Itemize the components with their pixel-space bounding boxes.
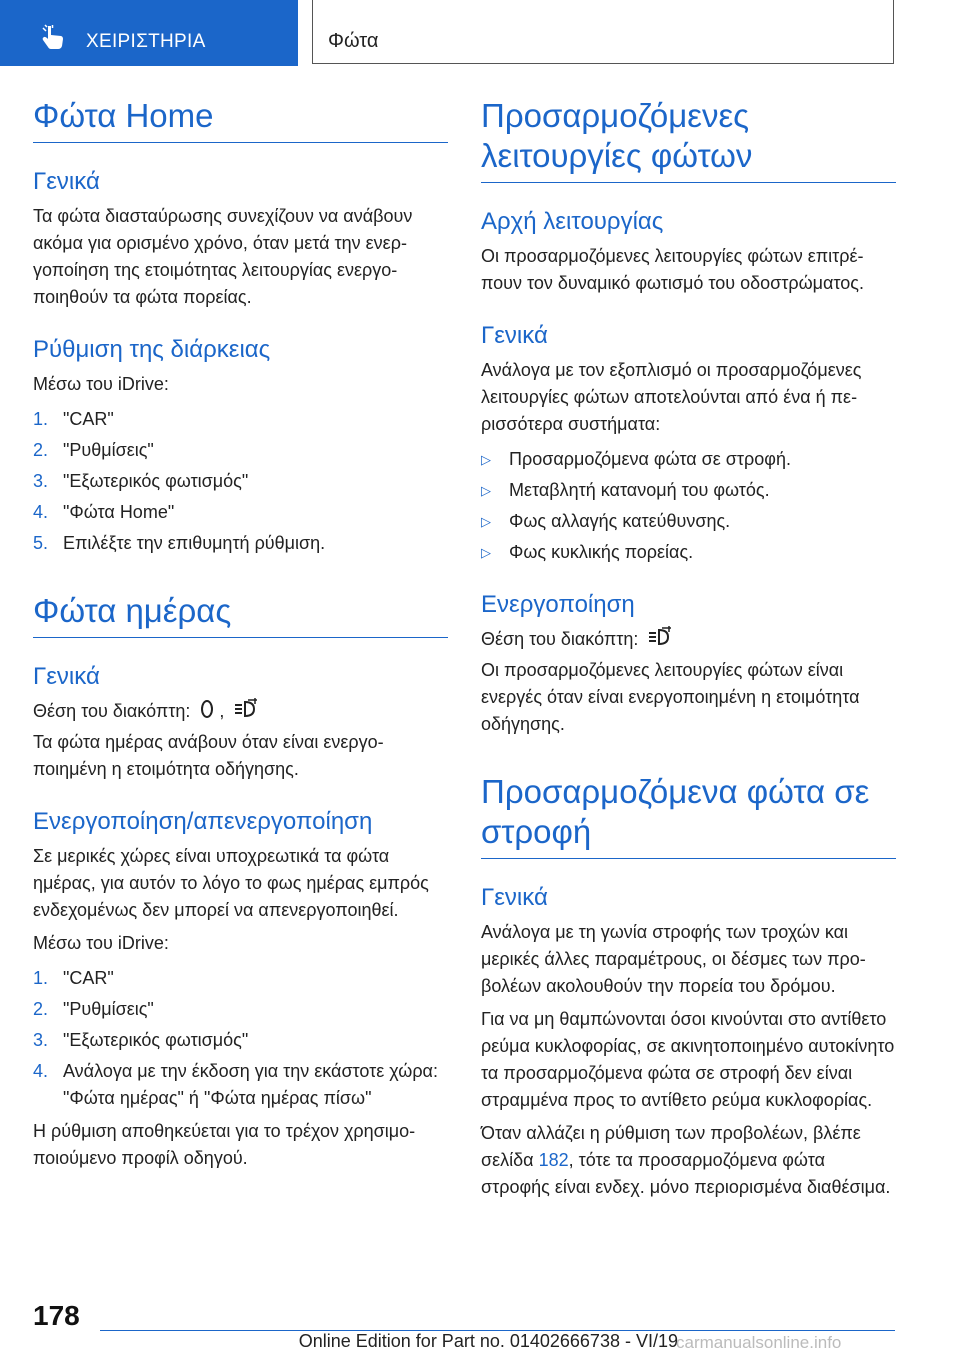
- list-item: 4. Ανάλογα με την έκδοση για την εκάστοτε χώρα: "Φώτα ημέρας" ή "Φώτα ημέρας πίσω": [33, 1061, 438, 1108]
- page-reference-link[interactable]: 182: [538, 1150, 569, 1170]
- list-item: 2. "Ρυθμίσεις": [33, 999, 154, 1019]
- daytime-switch-position: Θέση του διακόπτη: ,: [33, 698, 448, 725]
- cornering-text-3: Όταν αλλάζει η ρύθμιση των προβολέων, βλέπε σελίδα 182, τότε τα προσαρμοζόμενα φώτα στροφής είναι ενδεχ. μόνο περιορισμένα διαθέσιμα.: [481, 1123, 891, 1197]
- bullet-arrow-icon: ▷: [481, 545, 491, 560]
- principle-heading: Αρχή λειτουργίας: [481, 208, 664, 235]
- right-column: [481, 96, 896, 1201]
- bullet-arrow-icon: ▷: [481, 483, 491, 498]
- list-item: 5. Επιλέξτε την επιθυμητή ρύθμιση.: [33, 533, 326, 553]
- list-item: 3. "Εξωτερικός φωτισμός": [33, 471, 249, 491]
- cornering-text-2: Για να μη θαμπώνονται όσοι κινούνται στο αντίθετο ρεύμα κυκλοφορίας, σε ακινητοποιημένο αυτοκίνητο τα προσαρμοζόμενα φώτα σε στροφή δεν είναι στραμμένα προς το αντίθετο ρεύμα κυκλοφορίας.: [481, 1009, 895, 1110]
- daytime-lights-title: Φώτα ημέρας: [33, 591, 448, 638]
- list-item: ▷ Φως αλλαγής κατεύθυνσης.: [481, 508, 896, 535]
- list-item: ▷ Φως κυκλικής πορείας.: [481, 539, 896, 566]
- duration-steps: [33, 406, 448, 557]
- daytime-activation-text: Σε μερικές χώρες είναι υποχρεωτικά τα φώτα ημέρας, για αυτόν το λόγο το φως ημέρας εμπρός ενδεχομένως δεν μπορεί να απενεργοποιηθεί.: [33, 846, 429, 920]
- list-item: 2. "Ρυθμίσεις": [33, 440, 154, 460]
- list-item: ▷ Μεταβλητή κατανομή του φωτός.: [481, 477, 896, 504]
- daytime-activation-heading: Ενεργοποίηση/απενεργοποίηση: [33, 808, 373, 835]
- daytime-steps: [33, 965, 448, 1112]
- daytime-general-text: Τα φώτα ημέρας ανάβουν όταν είναι ενεργοποιημένη η ετοιμότητα οδήγησης.: [33, 732, 384, 779]
- list-item: 4. "Φώτα Home": [33, 502, 175, 522]
- principle-text: Οι προσαρμοζόμενες λειτουργίες φώτων επιτρέπουν τον δυναμικό φωτισμό του οδοστρώματος.: [481, 246, 864, 293]
- bullet-arrow-icon: ▷: [481, 514, 491, 529]
- list-item: 3. "Εξωτερικός φωτισμός": [33, 1030, 249, 1050]
- list-item: 1. "CAR": [33, 409, 114, 429]
- daytime-via-text: Μέσω του iDrive:: [33, 933, 169, 953]
- adaptive-lights-title: Προσαρμοζόμενες λειτουργίες φώτων: [481, 96, 896, 183]
- daytime-profile-note: Η ρύθμιση αποθηκεύεται για το τρέχον χρησιμοποιούμενο προφίλ οδηγού.: [33, 1121, 416, 1168]
- adaptive-general-heading: Γενικά: [481, 322, 548, 349]
- list-item: 1. "CAR": [33, 968, 114, 988]
- page-number: 178: [33, 1300, 80, 1331]
- page-header: [0, 0, 960, 66]
- watermark-site: carmanualsonline.info: [676, 1333, 842, 1352]
- pointing-hand-icon: [40, 24, 66, 50]
- edition-text: Online Edition for Part no. 01402666738 - VI/19: [298, 1331, 678, 1351]
- cornering-general-heading: Γενικά: [481, 884, 548, 911]
- switch-off-icon: [199, 698, 215, 720]
- section-tab[interactable]: [312, 0, 894, 64]
- manual-tab[interactable]: [0, 0, 298, 66]
- daytime-general-heading: Γενικά: [33, 663, 100, 690]
- adaptive-activation-text: Οι προσαρμοζόμενες λειτουργίες φώτων είναι ενεργές όταν είναι ενεργοποιημένη η ετοιμότητα οδήγησης.: [481, 660, 860, 734]
- home-lights-title: Φώτα Home: [33, 96, 448, 143]
- section-tab-label: Φώτα: [328, 30, 379, 52]
- adaptive-systems-list: [481, 446, 896, 566]
- bullet-arrow-icon: ▷: [481, 452, 491, 467]
- cornering-lights-title: Προσαρμοζόμενα φώτα σε στροφή: [481, 772, 896, 859]
- list-item: ▷ Προσαρμοζόμενα φώτα σε στροφή.: [481, 446, 896, 473]
- adaptive-switch-position: Θέση του διακόπτη:: [481, 626, 896, 653]
- auto-headlight-icon: [647, 626, 673, 648]
- adaptive-general-text: Ανάλογα με τον εξοπλισμό οι προσαρμοζόμενες λειτουργίες φώτων αποτελούνται από ένα ή περισσότερα συστήματα:: [481, 360, 862, 434]
- duration-heading: Ρύθμιση της διάρκειας: [33, 336, 271, 363]
- left-column: [33, 96, 448, 1172]
- cornering-text-1: Ανάλογα με τη γωνία στροφής των τροχών και μερικές άλλες παραμέτρους, οι δέσμες των προβολέων ακολουθούν την πορεία του δρόμου.: [481, 922, 866, 996]
- adaptive-activation-heading: Ενεργοποίηση: [481, 591, 635, 618]
- home-lights-general-text: Τα φώτα διασταύρωσης συνεχίζουν να ανάβουν ακόμα για ορισμένο χρόνο, όταν μετά την ενεργοποίηση της ετοιμότητας λειτουργίας ενεργοποιηθούν τα φώτα πορείας.: [33, 206, 413, 307]
- manual-tab-label: ΧΕΙΡΙΣΤΗΡΙΑ: [86, 31, 206, 52]
- home-lights-general-heading: Γενικά: [33, 168, 100, 195]
- auto-headlight-icon: [233, 698, 259, 720]
- duration-via-text: Μέσω του iDrive:: [33, 374, 169, 394]
